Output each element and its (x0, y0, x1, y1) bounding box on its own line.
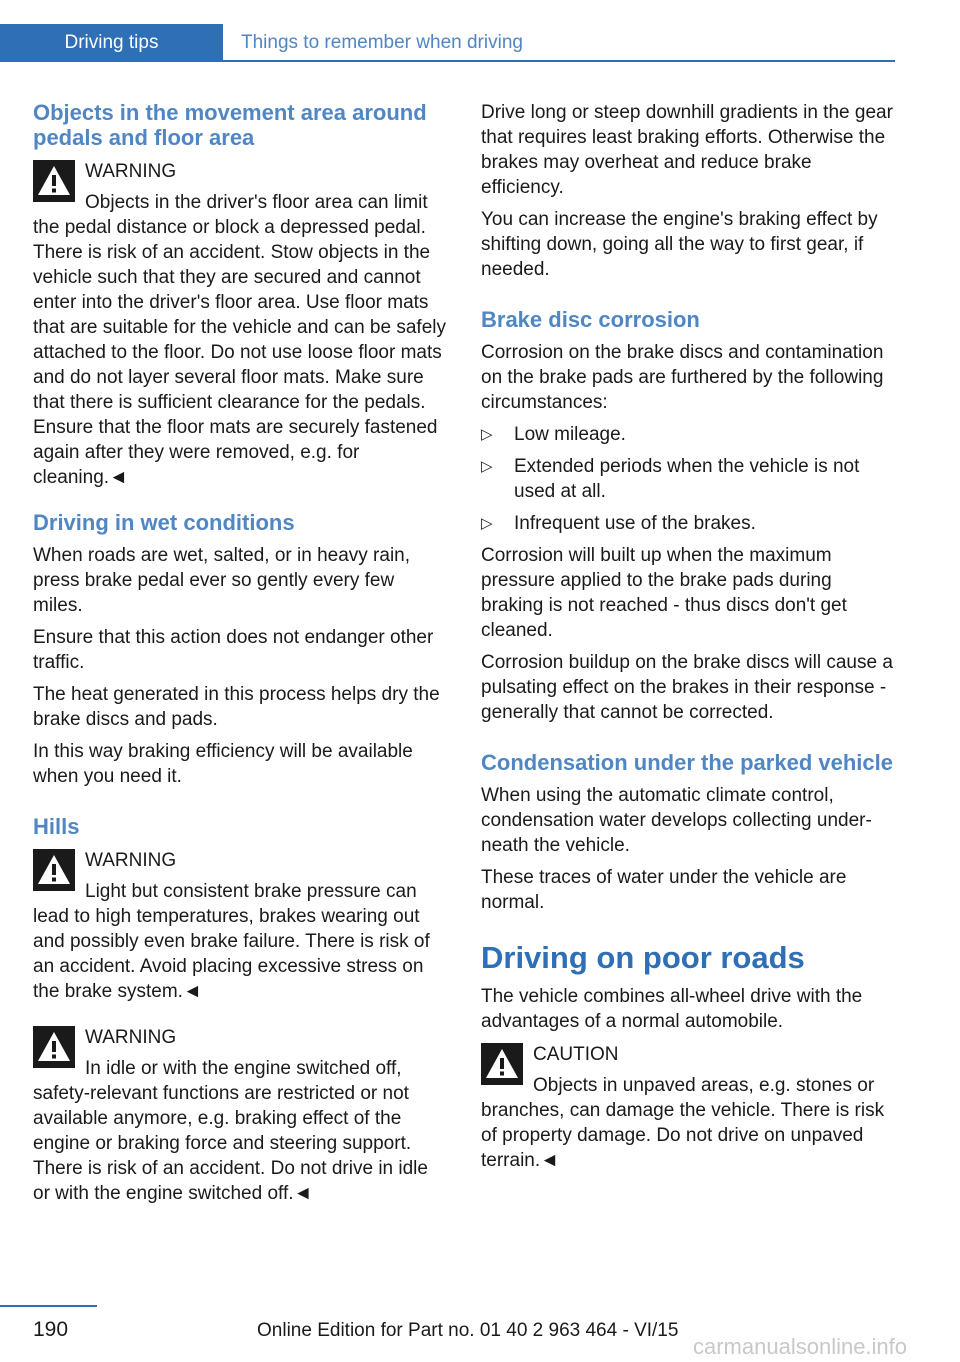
paragraph: In this way braking efficiency will be available when you need it. (33, 741, 413, 787)
left-column (33, 100, 446, 1226)
paragraph: Corrosion will built up when the maximum pressure applied to the brake pads during braking is not reached - thus discs don't get cleaned. (481, 545, 847, 641)
header-divider (223, 60, 895, 62)
paragraph: These traces of water under the vehicle are normal. (481, 867, 847, 913)
right-column (481, 100, 894, 1193)
warning-text: In idle or with the engine switched off, safety-relevant functions are restricted or not available anymore, e.g. braking effect of the engine or braking force and steering support. There is risk of an accident. Do not drive in idle or with the engine switched off.◄ (33, 1058, 428, 1204)
triangle-bullet-icon: ▷ (481, 426, 493, 443)
paragraph: When roads are wet, salted, or in heavy rain, press brake pedal ever so gently every few miles. (33, 545, 411, 616)
header-tab-things-to-remember: Things to remember when driving (241, 32, 523, 53)
list-item: ▷ Low mileage. (481, 424, 626, 445)
paragraph: Ensure that this action does not endanger other traffic. (33, 627, 434, 673)
warning-block-brake-pressure (33, 847, 446, 1004)
warning-label: WARNING (85, 1027, 177, 1048)
paragraph: Corrosion on the brake discs and contamination on the brake pads are furthered by the following circumstances: (481, 342, 884, 413)
caution-label: CAUTION (533, 1044, 619, 1065)
page-header (0, 24, 895, 62)
list-item: ▷ Infrequent use of the brakes. (481, 513, 756, 534)
paragraph: You can increase the engine's braking effect by shifting down, going all the way to first gear, if needed. (481, 209, 878, 280)
warning-triangle-icon (481, 1043, 523, 1085)
warning-block-idle (33, 1024, 446, 1206)
paragraph: When using the automatic climate control, condensation water develops collecting underneath the vehicle. (481, 785, 872, 856)
paragraph: Corrosion buildup on the brake discs will cause a pulsating effect on the brakes in their response - generally that cannot be corrected. (481, 652, 893, 723)
paragraph: Drive long or steep downhill gradients in the gear that requires least braking efforts. Otherwise the brakes may overheat and reduce brake efficiency. (481, 102, 893, 198)
warning-triangle-icon (33, 160, 75, 202)
paragraph: The heat generated in this process helps dry the brake discs and pads. (33, 684, 440, 730)
heading-condensation: Condensation under the parked vehicle (481, 750, 893, 775)
page-number: 190 (33, 1318, 69, 1341)
warning-text: Light but consistent brake pressure can lead to high temperatures, brakes wearing out and possibly even brake failure. There is risk of an accident. Avoid placing excessive stress on the brake system.◄ (33, 881, 430, 1002)
edition-text: Online Edition for Part no. 01 40 2 963 464 - VI/15 (257, 1320, 679, 1341)
warning-label: WARNING (85, 850, 177, 871)
list-item: ▷ Extended periods when the vehicle is not used at all. (481, 456, 860, 502)
caution-block-unpaved (481, 1041, 894, 1173)
paragraph: The vehicle combines all-wheel drive with the advantages of a normal automobile. (481, 986, 863, 1032)
triangle-bullet-icon: ▷ (481, 515, 493, 532)
watermark: carmanualsonline.info (693, 1334, 908, 1359)
header-tab-driving-tips: Driving tips (0, 24, 223, 62)
heading-objects-pedals: Objects in the movement area around pedals and floor area (33, 100, 427, 150)
footer-divider (0, 1305, 97, 1307)
warning-triangle-icon (33, 1026, 75, 1068)
warning-label: WARNING (85, 161, 177, 182)
caution-text: Objects in unpaved areas, e.g. stones or branches, can damage the vehicle. There is risk of property damage. Do not drive on unpaved terrain.◄ (481, 1075, 885, 1171)
heading-wet-conditions: Driving in wet conditions (33, 510, 295, 535)
warning-text: Objects in the driver's floor area can limit the pedal distance or block a depressed pedal. There is risk of an accident. Stow objects in the vehicle such that they are secured and cannot enter into the driver's floor area. Use floor mats that are suitable for the vehicle and can be safely attached to the floor. Do not use loose floor mats and do not layer several floor mats. Make sure that there is sufficient clearance for the pedals. Ensure that the floor mats are securely fastened again after they were removed, e.g. for cleaning.◄ (33, 192, 446, 488)
heading-poor-roads: Driving on poor roads (481, 940, 805, 975)
warning-block-floor-objects (33, 158, 446, 490)
corrosion-list (481, 422, 894, 536)
heading-brake-disc-corrosion: Brake disc corrosion (481, 307, 700, 332)
heading-hills: Hills (33, 814, 80, 839)
triangle-bullet-icon: ▷ (481, 458, 493, 475)
warning-triangle-icon (33, 849, 75, 891)
